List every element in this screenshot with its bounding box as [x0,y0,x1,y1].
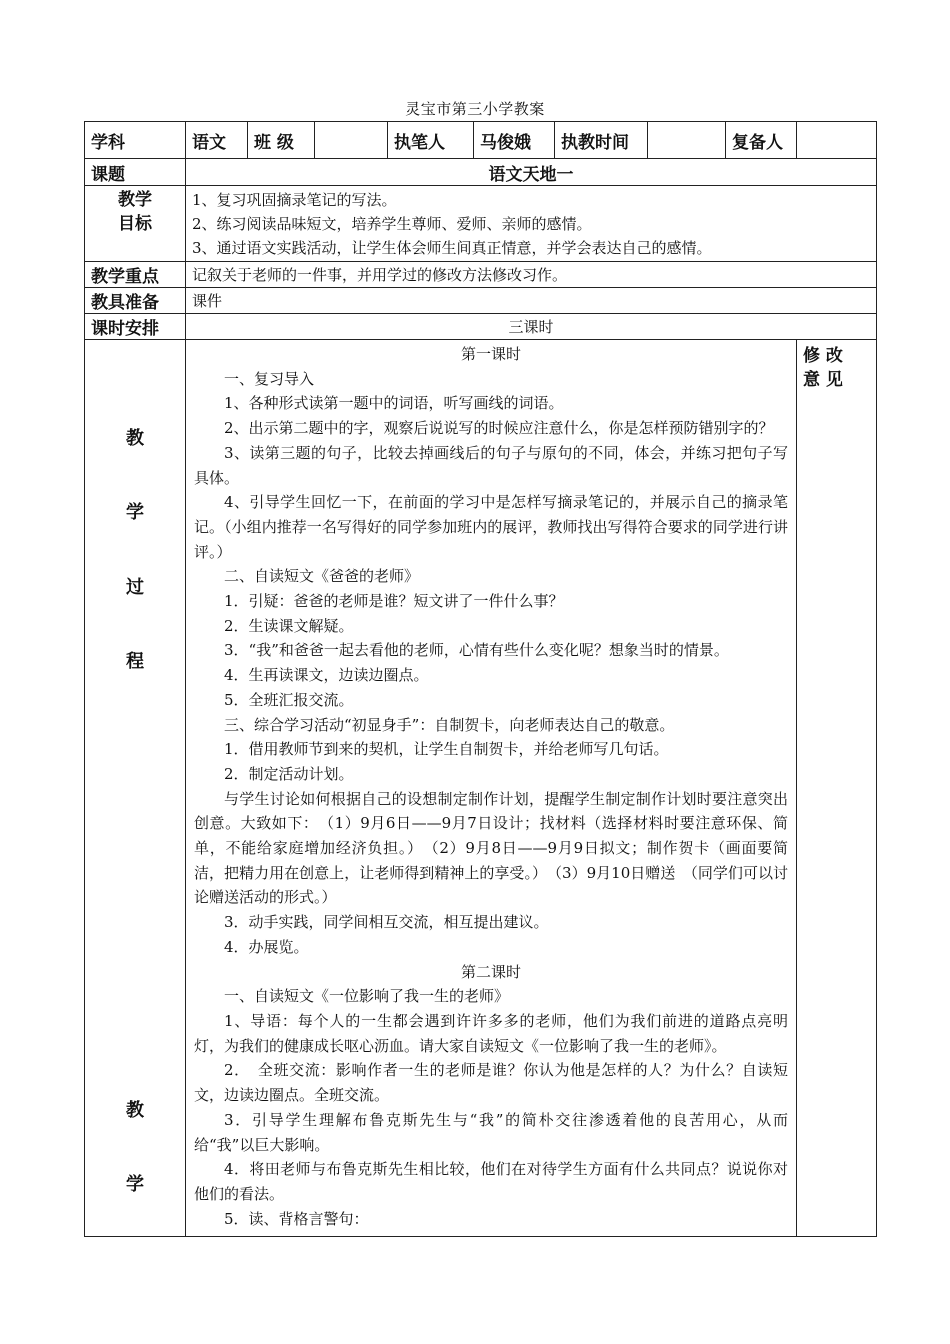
objectives-row [85,186,877,262]
objectives-label-line2: 目标 [118,214,152,234]
process-paragraph: 二、自读短文《爸爸的老师》 [224,567,420,586]
process-paragraph: 4．将田老师与布鲁克斯先生相比较，他们在对待学生方面有什么共同点？说说你对他们的看法。 [194,1160,788,1203]
process-paragraph: 一、自读短文《一位影响了我一生的老师》 [224,987,510,1006]
lesson1-title: 第一课时 [460,345,521,363]
process-paragraph: 1、导语：每个人的一生都会遇到许许多多的老师，他们为我们前进的道路点亮明灯，为我们的健康成长呕心沥血。请大家自读短文《一位影响了我一生的老师》。 [194,1011,788,1055]
process-paragraph: 3、读第三题的句子，比较去掉画线后的句子与原句的不同，体会，并练习把句子写具体。 [194,443,788,487]
key-point-row [85,262,877,288]
process-paragraph: 5．全班汇报交流。 [224,690,354,709]
schedule-label: 课时安排 [85,314,186,340]
side-char: 过 [126,577,144,598]
process-paragraph: 三、综合学习活动“初显身手”：自制贺卡，向老师表达自己的敬意。 [224,715,675,734]
side-char: 程 [126,651,144,672]
process-content [186,340,797,1237]
side-char: 教 [126,428,144,449]
materials-label: 教具准备 [85,288,186,314]
process-paragraph: 2．生读课文解疑。 [224,616,354,635]
class-label: 班 级 [248,122,315,159]
process-paragraph: 2．制定活动计划。 [224,764,354,783]
lesson2-title: 第二课时 [460,962,521,981]
reviewer-label: 复备人 [726,122,797,159]
key-point-value: 记叙关于老师的一件事，并用学过的修改方法修改习作。 [186,262,877,288]
author-label: 执笔人 [388,122,474,159]
author-value: 马俊娥 [474,122,555,159]
process-row [85,340,877,1237]
subject-label: 学科 [85,122,186,159]
process-paragraph: 3．引导学生理解布鲁克斯先生与“我”的简朴交往渗透着他的良苦用心，从而给“我”以巨大影响。 [194,1110,788,1154]
teach-time-label: 执教时间 [555,122,648,159]
objectives-list [186,186,877,262]
class-value [315,122,388,159]
objective-item: 1、复习巩固摘录笔记的写法。 [192,191,397,209]
objectives-label [85,186,186,262]
objective-item: 3、通过语文实践活动，让学生体会师生间真正情意，并学会表达自己的感情。 [192,239,712,257]
objective-item: 2、练习阅读品味短文，培养学生尊师、爱师、亲师的感情。 [192,215,592,233]
process-paragraph: 1、各种形式读第一题中的词语，听写画线的词语。 [224,394,564,413]
revision-label-line2: 意 见 [803,370,843,390]
materials-row [85,288,877,314]
process-paragraph: 4．办展览。 [224,937,309,956]
lesson1-paragraphs [194,367,788,960]
topic-label: 课题 [85,159,186,186]
process-paragraph: 1．引疑：爸爸的老师是谁？短文讲了一件什么事？ [224,592,564,611]
schedule-value: 三课时 [186,314,877,340]
process-paragraph: 5．读、背格言警句： [224,1209,369,1228]
process-paragraph: 4、引导学生回忆一下，在前面的学习中是怎样写摘录笔记的，并展示自己的摘录笔记。（小组内推荐一名写得好的同学参加班内的展评，教师找出写得符合要求的同学进行讲评。） [194,493,788,561]
lesson2-paragraphs [194,984,788,1231]
process-paragraph: 3．“我”和爸爸一起去看他的老师，心情有些什么变化呢？想象当时的情景。 [224,641,729,660]
side-char: 学 [126,1174,144,1195]
process-paragraph: 3．动手实践，同学间相互交流，相互提出建议。 [224,913,549,932]
topic-value: 语文天地一 [186,159,877,186]
process-paragraph: 2、出示第二题中的字，观察后说说写的时候应注意什么，你是怎样预防错别字的？ [224,419,774,438]
process-paragraph: 一、复习导入 [224,369,315,388]
materials-value: 课件 [186,288,877,314]
revision-label-line1: 修 改 [803,346,843,366]
schedule-row [85,314,877,340]
process-paragraph: 2． 全班交流：影响作者一生的老师是谁？你认为他是怎样的人？为什么？自读短文，边读边圈点。全班交流。 [194,1061,788,1105]
document-title: 灵宝市第三小学教案 [405,100,545,118]
process-paragraph: 与学生讨论如何根据自己的设想制定制作计划，提醒学生制定制作计划时要注意突出创意。大致如下： （1）9月6日——9月7日设计；找材料（选择材料时要注意环保、简单，不能给家庭增加经济负担。） （2）9月8日——9月9日拟文；制作贺卡（画面要简洁，把精力用在创意上，让老师得到精神上的享受。） （3）9月10日赠送 （同学们可以讨论赠送活动的形式。） [194,789,788,907]
subject-value: 语文 [186,122,248,159]
process-paragraph: 1．借用教师节到来的契机，让学生自制贺卡，并给老师写几句话。 [224,740,669,759]
objectives-label-line1: 教学 [118,190,152,210]
key-point-label: 教学重点 [85,262,186,288]
lesson-plan-table [84,121,877,1237]
side-char: 教 [126,1100,144,1121]
side-char: 学 [126,502,144,523]
reviewer-value [797,122,877,159]
header-row [85,122,877,159]
topic-row [85,159,877,186]
process-side-label [85,340,186,1237]
process-paragraph: 4．生再读课文，边读边圈点。 [224,666,429,685]
revision-notes [797,340,877,1237]
teach-time-value [648,122,726,159]
